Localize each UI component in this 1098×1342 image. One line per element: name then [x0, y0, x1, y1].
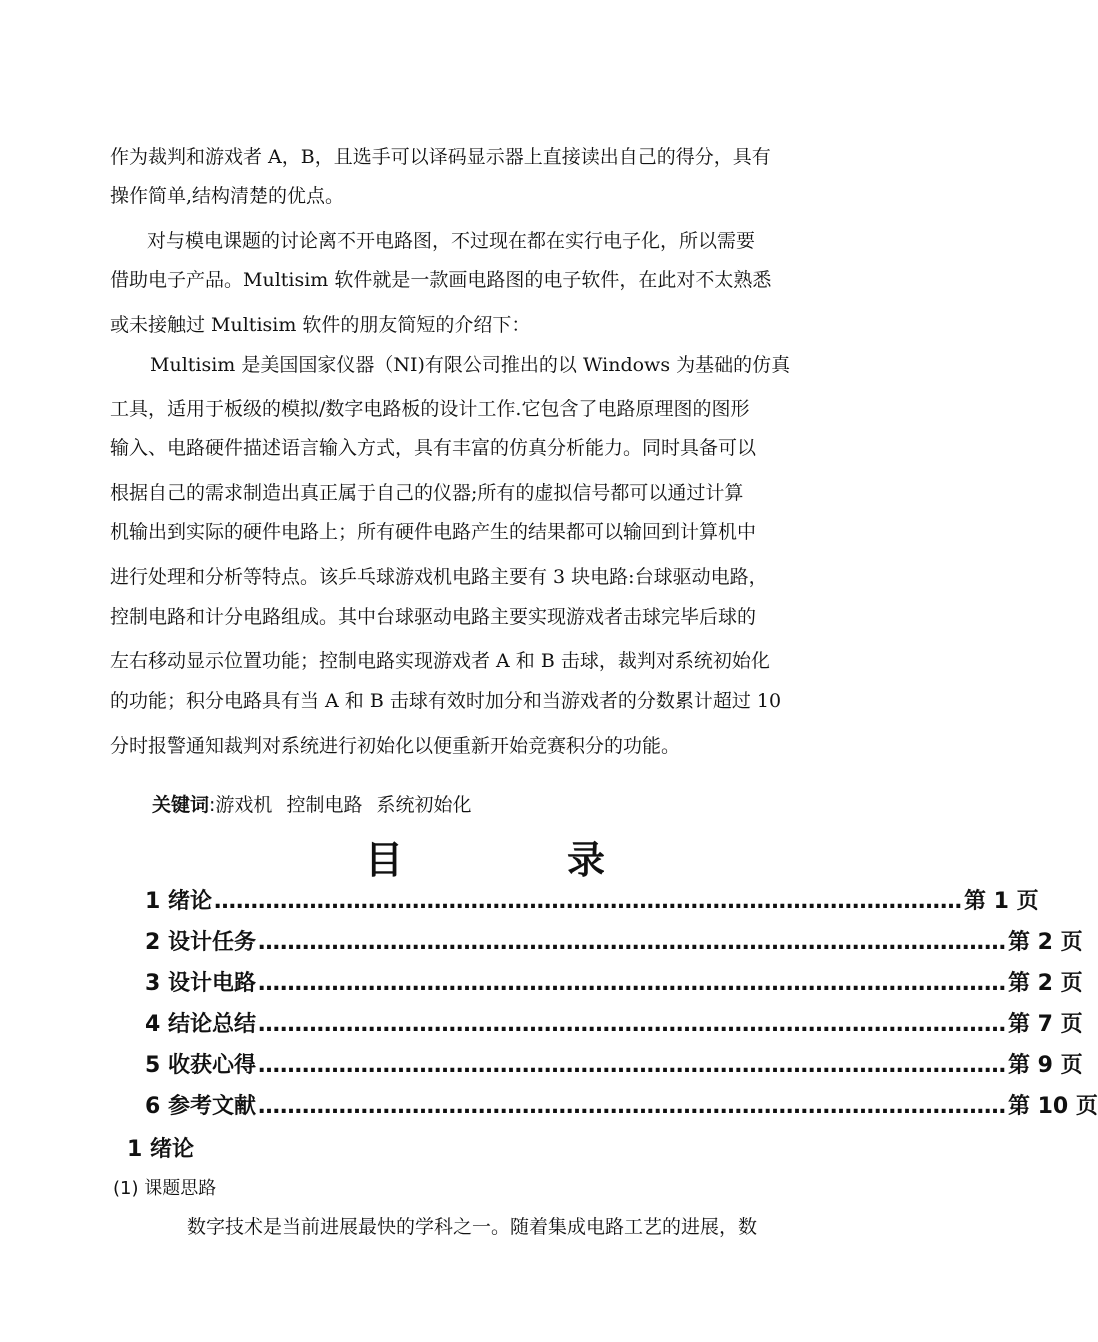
paragraph-line: 数字技术是当前进展最快的学科之一。随着集成电路工艺的进展，数 [187, 1216, 758, 1238]
toc-leader-dots: ………………………………………………………………………………………… [257, 930, 1006, 955]
toc-entry-page: 第 1 页 [963, 889, 1039, 914]
paragraph-line: 操作简单,结构清楚的优点。 [110, 185, 345, 207]
paragraph-line: 作为裁判和游戏者 A，B，且选手可以译码显示器上直接读出自己的得分，具有 [110, 146, 771, 168]
toc-entry-label: 6 参考文献 [145, 1094, 256, 1119]
toc-entry-label: 5 收获心得 [145, 1053, 256, 1078]
paragraph-line: 输入、电路硬件描述语言输入方式，具有丰富的仿真分析能力。同时具备可以 [110, 437, 757, 459]
toc-leader-dots: ………………………………………………………………………………………… [257, 1053, 1006, 1078]
toc-leader-dots: ………………………………………………………………………………………… [257, 1094, 1006, 1119]
toc-title-right: 录 [566, 838, 605, 882]
toc-entry-label: 2 设计任务 [145, 930, 256, 955]
toc-entry[interactable] [145, 1048, 1083, 1089]
toc-leader-dots: ………………………………………………………………………………………… [257, 971, 1006, 996]
toc-entry-page: 第 7 页 [1007, 1012, 1083, 1037]
toc-entry[interactable] [145, 884, 1039, 925]
keywords-values: :游戏机 控制电路 系统初始化 [209, 794, 472, 816]
paragraph-line: 对与模电课题的讨论离不开电路图，不过现在都在实行电子化，所以需要 [147, 230, 756, 252]
toc-entry[interactable] [145, 966, 1083, 1007]
toc-entry-page: 第 2 页 [1007, 930, 1083, 955]
toc-title [365, 836, 605, 884]
section-heading: 1 绪论 [127, 1137, 194, 1162]
paragraph-line: Multisim 是美国国家仪器（NI)有限公司推出的以 Windows 为基础的仿真 [150, 354, 791, 376]
toc-entry-page: 第 2 页 [1007, 971, 1083, 996]
paragraph-line: 进行处理和分析等特点。该乒乓球游戏机电路主要有 3 块电路:台球驱动电路， [110, 566, 768, 588]
toc-entry[interactable] [145, 925, 1083, 966]
paragraph-line: 借助电子产品。Multisim 软件就是一款画电路图的电子软件，在此对不太熟悉 [110, 269, 772, 291]
paragraph-line: 或未接触过 Multisim 软件的朋友简短的介绍下： [110, 314, 531, 336]
table-of-contents [145, 884, 1098, 1130]
toc-leader-dots: ………………………………………………………………………………………… [257, 1012, 1006, 1037]
paragraph-line: 控制电路和计分电路组成。其中台球驱动电路主要实现游戏者击球完毕后球的 [110, 606, 757, 628]
paragraph-line: 左右移动显示位置功能；控制电路实现游戏者 A 和 B 击球，裁判对系统初始化 [110, 650, 770, 672]
toc-entry[interactable] [145, 1089, 1098, 1130]
paragraph-line: 根据自己的需求制造出真正属于自己的仪器;所有的虚拟信号都可以通过计算 [110, 482, 744, 504]
toc-entry-label: 1 绪论 [145, 889, 212, 914]
toc-title-left: 目 [365, 838, 404, 882]
toc-entry-label: 3 设计电路 [145, 971, 256, 996]
paragraph-line: 机输出到实际的硬件电路上；所有硬件电路产生的结果都可以输回到计算机中 [110, 521, 757, 543]
keywords-label: 关键词 [152, 794, 210, 816]
toc-entry-label: 4 结论总结 [145, 1012, 256, 1037]
paragraph-line: 分时报警通知裁判对系统进行初始化以便重新开始竞赛积分的功能。 [110, 735, 681, 757]
toc-leader-dots: ………………………………………………………………………………………… [213, 889, 962, 914]
paragraph-line: 工具，适用于板级的模拟/数字电路板的设计工作.它包含了电路原理图的图形 [110, 398, 750, 420]
toc-entry[interactable] [145, 1007, 1083, 1048]
keywords-line [152, 793, 472, 817]
toc-entry-page: 第 10 页 [1007, 1094, 1098, 1119]
section-subheading: (1) 课题思路 [113, 1178, 217, 1199]
toc-entry-page: 第 9 页 [1007, 1053, 1083, 1078]
paragraph-line: 的功能；积分电路具有当 A 和 B 击球有效时加分和当游戏者的分数累计超过 10 [110, 690, 782, 712]
